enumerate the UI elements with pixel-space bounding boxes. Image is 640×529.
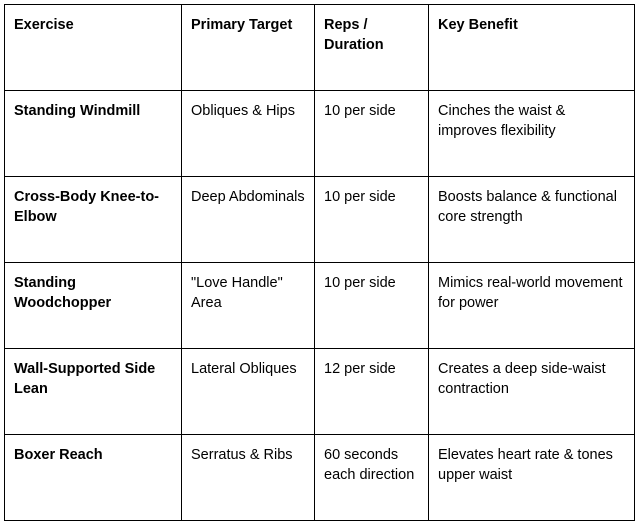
header-exercise: Exercise — [5, 5, 182, 91]
cell-primary-target: Serratus & Ribs — [182, 435, 315, 521]
cell-reps-duration: 60 seconds each direction — [315, 435, 429, 521]
table-header-row — [5, 5, 635, 91]
cell-key-benefit: Mimics real-world movement for power — [429, 263, 635, 349]
cell-key-benefit: Creates a deep side-waist contraction — [429, 349, 635, 435]
cell-exercise: Boxer Reach — [5, 435, 182, 521]
cell-primary-target: Lateral Obliques — [182, 349, 315, 435]
header-reps-duration: Reps / Duration — [315, 5, 429, 91]
header-primary-target: Primary Target — [182, 5, 315, 91]
header-key-benefit: Key Benefit — [429, 5, 635, 91]
table-row — [5, 263, 635, 349]
table-row — [5, 177, 635, 263]
cell-primary-target: Deep Abdominals — [182, 177, 315, 263]
cell-key-benefit: Boosts balance & functional core strength — [429, 177, 635, 263]
cell-primary-target: Obliques & Hips — [182, 91, 315, 177]
cell-exercise: Cross-Body Knee-to-Elbow — [5, 177, 182, 263]
cell-key-benefit: Cinches the waist & improves flexibility — [429, 91, 635, 177]
cell-reps-duration: 10 per side — [315, 91, 429, 177]
table-row — [5, 91, 635, 177]
cell-key-benefit: Elevates heart rate & tones upper waist — [429, 435, 635, 521]
cell-exercise: Wall-Supported Side Lean — [5, 349, 182, 435]
cell-reps-duration: 12 per side — [315, 349, 429, 435]
cell-primary-target: "Love Handle" Area — [182, 263, 315, 349]
exercise-table — [4, 4, 635, 521]
cell-exercise: Standing Woodchopper — [5, 263, 182, 349]
cell-exercise: Standing Windmill — [5, 91, 182, 177]
table-row — [5, 435, 635, 521]
cell-reps-duration: 10 per side — [315, 263, 429, 349]
cell-reps-duration: 10 per side — [315, 177, 429, 263]
exercise-table-container — [4, 4, 635, 521]
table-row — [5, 349, 635, 435]
